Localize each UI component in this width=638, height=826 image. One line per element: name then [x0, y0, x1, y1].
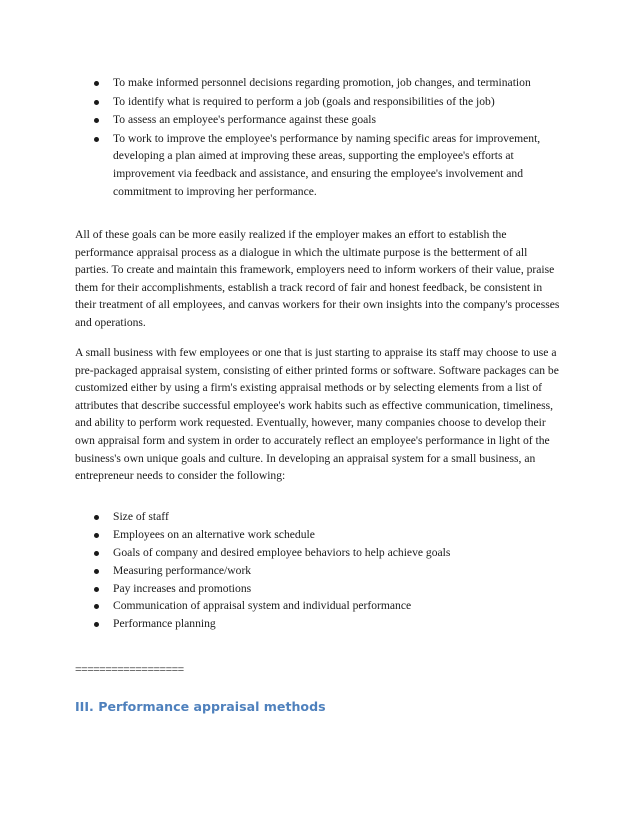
list-item: [94, 562, 544, 580]
considerations-bullet-list: [94, 508, 544, 633]
list-item: [94, 544, 544, 562]
paragraph-small-business: A small business with few employees or one that is just starting to appraise its staff may choose to use a pre-packaged appraisal system, consisting of either printed forms or software. Software packages can be customized either by using a firm's existing appraisal methods or by selecting elements from a list of attributes that describe successful employee's work habits such as effective communication, timeliness, and ability to perform work requested. Eventually, however, many companies choose to develop their own appraisal form and system in order to accurately reflect an employee's performance in light of the business's own unique goals and culture. In developing an appraisal system for a small business, an entrepreneur needs to consider the following:: [75, 346, 559, 483]
list-item-text: Employees on an alternative work schedule: [113, 527, 315, 541]
list-item: [94, 74, 544, 92]
list-item-text: To assess an employee's performance against these goals: [113, 113, 377, 127]
list-item: [94, 615, 544, 633]
list-item-text: To identify what is required to perform a job (goals and responsibilities of the job): [113, 94, 495, 108]
list-item-text: Size of staff: [113, 510, 169, 523]
bullet-icon: [94, 533, 99, 538]
list-item-text: Measuring performance/work: [113, 563, 252, 577]
bullet-icon: [94, 551, 99, 556]
list-item-text: Performance planning: [113, 617, 216, 631]
bullet-icon: [94, 100, 99, 105]
bullet-icon: [94, 118, 99, 123]
list-item-text: Communication of appraisal system and individual performance: [113, 599, 412, 613]
bullet-icon: [94, 137, 99, 142]
paragraph-goals-realization: All of these goals can be more easily realized if the employer makes an effort to establish the performance appraisal process as a dialogue in which the ultimate purpose is the betterment of all parties. To create and maintain this framework, employers need to inform workers of their value, praise them for their accomplishments, establish a track record of fair and honest feedback, be consistent in their treatment of all employees, and canvas workers for their own insights into the company's processes and operations.: [75, 228, 560, 329]
list-item: [94, 597, 544, 615]
list-item: [94, 111, 544, 129]
list-item-text: Pay increases and promotions: [113, 581, 252, 595]
bullet-icon: [94, 587, 99, 592]
list-item-text: To make informed personnel decisions regarding promotion, job changes, and termination: [113, 76, 531, 89]
bullet-icon: [94, 622, 99, 627]
list-item-text: To work to improve the employee's performance by naming specific areas for improvement, developing a plan aimed at improving these areas, supporting the employee's efforts at improvement via feedback and assistance, and ensuring the employee's involvement and commitment to improving her performance.: [113, 131, 541, 198]
list-item: [94, 508, 544, 526]
bullet-icon: [94, 604, 99, 609]
list-item: [94, 580, 544, 598]
goals-bullet-list: [94, 74, 544, 201]
list-item: [94, 526, 544, 544]
bullet-icon: [94, 81, 99, 86]
separator-line: ==================: [75, 663, 184, 676]
section-heading: III. Performance appraisal methods: [75, 699, 326, 714]
list-item: [94, 130, 544, 200]
bullet-icon: [94, 569, 99, 574]
list-item: [94, 93, 544, 111]
bullet-icon: [94, 515, 99, 520]
list-item-text: Goals of company and desired employee behaviors to help achieve goals: [113, 545, 451, 559]
